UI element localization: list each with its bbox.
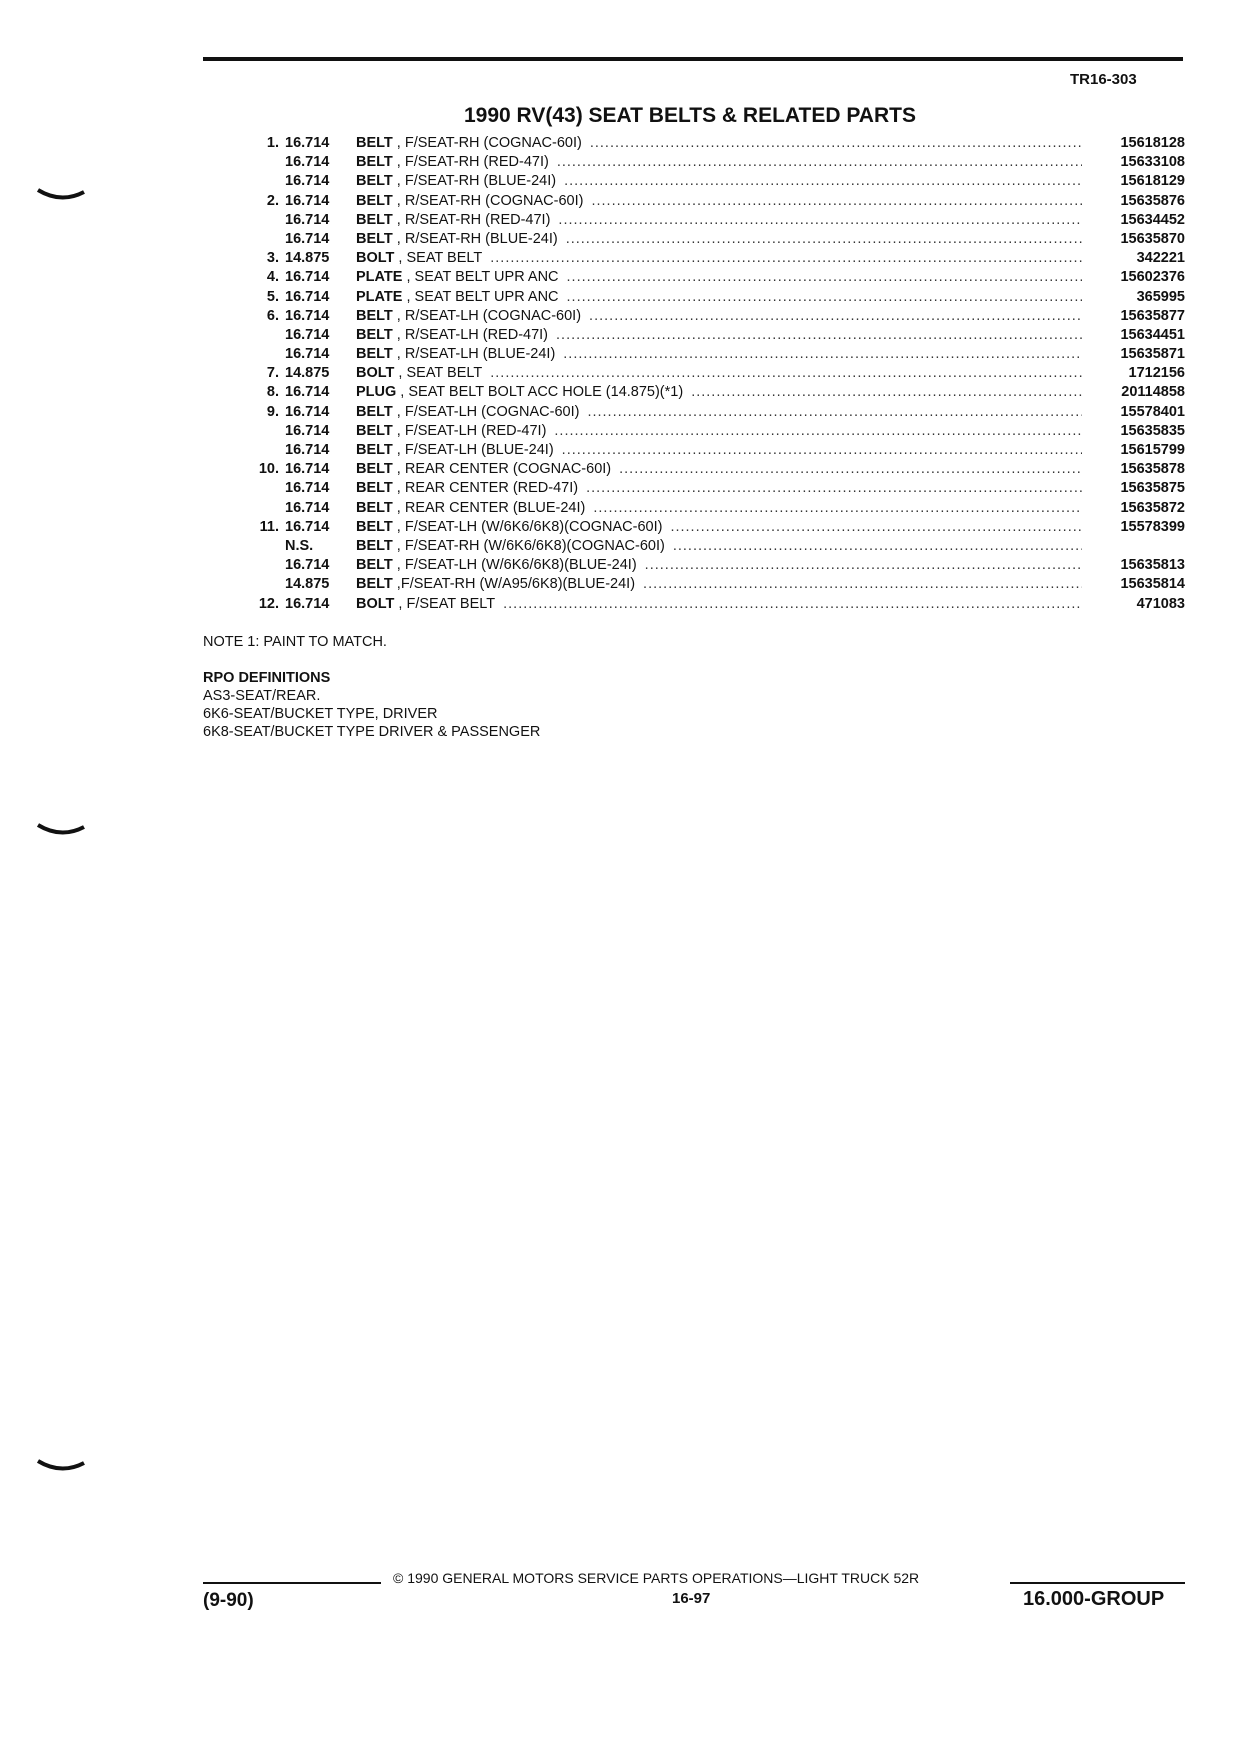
part-spec: , SEAT BELT [394, 250, 483, 267]
group-number: 16.714 [285, 461, 330, 478]
item-number [230, 556, 285, 575]
part-name: PLATE [356, 288, 403, 305]
part-number: 15635877 [1120, 307, 1185, 324]
part-description [356, 326, 1082, 345]
group-number: 14.875 [285, 250, 330, 267]
item-number [230, 326, 285, 345]
part-number: 15635871 [1120, 346, 1185, 363]
group-number: 16.714 [285, 135, 330, 151]
leader-dots [593, 499, 1082, 518]
part-name: BELT [356, 422, 393, 439]
table-row [230, 479, 1185, 498]
punch-mark [36, 823, 86, 837]
leader-dots [645, 556, 1082, 575]
table-row [230, 307, 1185, 326]
part-number: 1712156 [1128, 365, 1185, 382]
part-name: BELT [356, 537, 393, 554]
part-number: 15635835 [1120, 422, 1185, 439]
group-number: 16.714 [285, 230, 330, 247]
leader-dots [673, 537, 1082, 556]
part-name: BOLT [356, 595, 395, 612]
part-description [356, 192, 1082, 211]
item-number [230, 422, 285, 441]
part-name: BELT [356, 307, 393, 324]
part-number: 15635813 [1120, 557, 1185, 574]
top-rule [203, 57, 1183, 61]
item-number: 4. [266, 269, 279, 286]
part-description [356, 479, 1082, 498]
part-name: BELT [356, 461, 393, 478]
part-description [356, 230, 1082, 249]
footer-page-number: 16-97 [672, 1590, 711, 1607]
part-spec: , SEAT BELT UPR ANC [402, 269, 559, 286]
part-spec: , F/SEAT-LH (W/6K6/6K8)(COGNAC-60I) [392, 518, 663, 535]
part-number [1082, 537, 1185, 556]
item-number [230, 230, 285, 249]
part-name: BELT [356, 480, 393, 497]
table-row [230, 134, 1185, 153]
leader-dots [619, 460, 1082, 479]
footer-rule-right [1010, 1582, 1185, 1584]
part-number: 15618128 [1120, 135, 1185, 151]
part-description [356, 345, 1082, 364]
table-row [230, 249, 1185, 268]
part-number: 15633108 [1120, 154, 1185, 171]
group-number: 16.714 [285, 480, 330, 497]
part-number: 15578401 [1120, 403, 1185, 420]
table-row [230, 345, 1185, 364]
part-spec: , F/SEAT-LH (RED-47I) [392, 422, 547, 439]
rpo-line: 6K8-SEAT/BUCKET TYPE DRIVER & PASSENGER [203, 724, 541, 740]
part-spec: , REAR CENTER (COGNAC-60I) [392, 461, 612, 478]
leader-dots [556, 326, 1082, 345]
part-name: BELT [356, 135, 393, 151]
item-number: 10. [258, 461, 279, 478]
part-name: BELT [356, 403, 393, 420]
table-row [230, 518, 1185, 537]
part-description [356, 403, 1082, 422]
rpo-line: AS3-SEAT/REAR. [203, 688, 321, 704]
item-number: 7. [266, 365, 279, 382]
part-spec: , F/SEAT-RH (BLUE-24I) [392, 173, 557, 190]
part-name: BELT [356, 346, 393, 363]
group-number: 16.714 [285, 557, 330, 574]
part-description [356, 249, 1082, 268]
part-description [356, 556, 1082, 575]
table-row [230, 575, 1185, 594]
part-number: 20114858 [1121, 384, 1185, 401]
leader-dots [670, 518, 1082, 537]
item-number [230, 537, 285, 556]
part-description [356, 364, 1082, 383]
part-spec: , F/SEAT-RH (RED-47I) [392, 154, 549, 171]
group-number: 16.714 [285, 173, 330, 190]
item-number: 3. [266, 250, 279, 267]
item-number: 6. [266, 307, 279, 324]
table-row [230, 230, 1185, 249]
part-spec: , SEAT BELT [394, 365, 483, 382]
leader-dots [490, 249, 1082, 268]
item-number [230, 153, 285, 172]
part-description [356, 134, 1082, 153]
leader-dots [591, 192, 1082, 211]
leader-dots [557, 153, 1082, 172]
part-name: BOLT [356, 365, 395, 382]
group-number: 14.875 [285, 365, 330, 382]
group-number: 16.714 [285, 442, 330, 458]
part-number: 15634452 [1120, 211, 1185, 228]
table-row [230, 595, 1185, 614]
part-name: BELT [356, 211, 393, 228]
page-code: TR16-303 [1070, 71, 1137, 88]
part-name: BELT [356, 154, 393, 171]
leader-dots [567, 288, 1082, 307]
table-row [230, 556, 1185, 575]
item-number: 12. [258, 595, 279, 612]
part-name: BOLT [356, 250, 395, 267]
part-name: BELT [356, 230, 393, 247]
group-number: N.S. [285, 537, 314, 554]
leader-dots [567, 268, 1082, 287]
table-row [230, 326, 1185, 345]
part-name: BELT [356, 326, 393, 343]
group-number: 16.714 [285, 307, 330, 324]
item-number [230, 441, 285, 460]
item-number: 8. [266, 384, 279, 401]
part-description [356, 268, 1082, 287]
part-name: PLUG [356, 384, 397, 401]
part-description [356, 422, 1082, 441]
leader-dots [587, 403, 1082, 422]
group-number: 16.714 [285, 518, 330, 535]
group-number: 16.714 [285, 154, 330, 171]
part-number: 15635872 [1120, 499, 1185, 516]
part-description [356, 288, 1082, 307]
table-row [230, 441, 1185, 460]
part-spec: , F/SEAT BELT [394, 595, 496, 612]
part-name: BELT [356, 557, 393, 574]
part-spec: , F/SEAT-RH (W/6K6/6K8)(COGNAC-60I) [392, 537, 665, 554]
item-number [230, 499, 285, 518]
table-row [230, 172, 1185, 191]
group-number: 16.714 [285, 326, 330, 343]
group-number: 16.714 [285, 499, 330, 516]
group-number: 16.714 [285, 346, 330, 363]
part-name: BELT [356, 518, 393, 535]
part-number: 15615799 [1120, 442, 1185, 458]
part-spec: , SEAT BELT BOLT ACC HOLE (14.875)(*1) [396, 384, 684, 401]
part-number: 342221 [1136, 250, 1185, 267]
part-number: 15578399 [1120, 518, 1185, 535]
table-row [230, 422, 1185, 441]
part-description [356, 537, 1082, 556]
punch-mark [36, 1459, 86, 1473]
leader-dots [563, 345, 1082, 364]
table-row [230, 364, 1185, 383]
part-spec: , R/SEAT-LH (RED-47I) [392, 326, 549, 343]
item-number: 5. [266, 288, 279, 305]
footer-copyright: © 1990 GENERAL MOTORS SERVICE PARTS OPERATIONS—LIGHT TRUCK 52R [393, 1570, 920, 1586]
page-title: 1990 RV(43) SEAT BELTS & RELATED PARTS [464, 104, 916, 127]
part-spec: , REAR CENTER (RED-47I) [392, 480, 579, 497]
part-number: 15634451 [1120, 326, 1185, 343]
footer-rule-left [203, 1582, 381, 1584]
item-number: 9. [266, 403, 279, 420]
footer-date: (9-90) [203, 1590, 254, 1611]
leader-dots [490, 364, 1082, 383]
table-row [230, 153, 1185, 172]
part-description [356, 595, 1082, 614]
part-number: 15618129 [1120, 173, 1185, 190]
leader-dots [590, 134, 1082, 153]
part-description [356, 518, 1082, 537]
group-number: 16.714 [285, 595, 330, 612]
note: NOTE 1: PAINT TO MATCH. [203, 634, 387, 650]
item-number: 1. [266, 135, 279, 151]
table-row [230, 499, 1185, 518]
group-number: 14.875 [285, 576, 330, 593]
part-description [356, 383, 1082, 402]
part-description [356, 441, 1082, 460]
group-number: 16.714 [285, 192, 330, 209]
part-number: 15635876 [1120, 192, 1185, 209]
leader-dots [566, 230, 1082, 249]
part-spec: , F/SEAT-RH (COGNAC-60I) [392, 135, 582, 151]
group-number: 16.714 [285, 288, 330, 305]
part-number: 471083 [1136, 595, 1185, 612]
part-spec: , R/SEAT-RH (BLUE-24I) [392, 230, 558, 247]
leader-dots [586, 479, 1082, 498]
part-spec: , R/SEAT-LH (BLUE-24I) [392, 346, 556, 363]
leader-dots [564, 172, 1082, 191]
punch-mark [36, 188, 86, 202]
item-number: 11. [259, 518, 279, 535]
part-number: 15635878 [1120, 461, 1185, 478]
leader-dots [589, 307, 1082, 326]
part-number: 15635814 [1120, 576, 1185, 593]
part-spec: ,F/SEAT-RH (W/A95/6K8)(BLUE-24I) [392, 576, 636, 593]
part-name: BELT [356, 442, 393, 458]
part-name: BELT [356, 173, 393, 190]
part-description [356, 307, 1082, 326]
table-row [230, 288, 1185, 307]
part-spec: , R/SEAT-RH (RED-47I) [392, 211, 551, 228]
table-row [230, 192, 1185, 211]
leader-dots [558, 211, 1082, 230]
part-description [356, 211, 1082, 230]
part-spec: , R/SEAT-LH (COGNAC-60I) [392, 307, 582, 324]
part-number: 15635870 [1120, 230, 1185, 247]
part-name: BELT [356, 499, 393, 516]
item-number [230, 479, 285, 498]
table-row [230, 537, 1185, 556]
part-description [356, 575, 1082, 594]
part-spec: , F/SEAT-LH (BLUE-24I) [392, 442, 554, 458]
part-name: PLATE [356, 269, 403, 286]
part-description [356, 499, 1082, 518]
part-spec: , F/SEAT-LH (COGNAC-60I) [392, 403, 580, 420]
part-spec: , R/SEAT-RH (COGNAC-60I) [392, 192, 584, 209]
part-number: 365995 [1136, 288, 1185, 305]
group-number: 16.714 [285, 269, 330, 286]
leader-dots [691, 383, 1082, 402]
group-number: 16.714 [285, 211, 330, 228]
table-row [230, 403, 1185, 422]
table-row [230, 383, 1185, 402]
part-number: 15602376 [1120, 269, 1185, 286]
parts-table [230, 134, 1185, 614]
group-number: 16.714 [285, 384, 330, 401]
part-spec: , SEAT BELT UPR ANC [402, 288, 559, 305]
leader-dots [554, 422, 1082, 441]
table-row [230, 268, 1185, 287]
part-description [356, 153, 1082, 172]
rpo-definitions [203, 669, 540, 741]
item-number [230, 211, 285, 230]
rpo-line: 6K6-SEAT/BUCKET TYPE, DRIVER [203, 706, 438, 722]
table-row [230, 211, 1185, 230]
table-row [230, 460, 1185, 479]
group-number: 16.714 [285, 403, 330, 420]
part-description [356, 460, 1082, 479]
item-number [230, 345, 285, 364]
part-name: BELT [356, 576, 393, 593]
item-number [230, 172, 285, 191]
item-number: 2. [266, 192, 279, 209]
leader-dots [643, 575, 1082, 594]
footer-group: 16.000-GROUP [1023, 1588, 1165, 1610]
part-number: 15635875 [1120, 480, 1185, 497]
leader-dots [503, 595, 1082, 614]
part-name: BELT [356, 192, 393, 209]
part-spec: , F/SEAT-LH (W/6K6/6K8)(BLUE-24I) [392, 557, 637, 574]
part-description [356, 172, 1082, 191]
group-number: 16.714 [285, 422, 330, 439]
part-spec: , REAR CENTER (BLUE-24I) [392, 499, 586, 516]
leader-dots [562, 441, 1082, 460]
rpo-heading: RPO DEFINITIONS [203, 670, 331, 686]
item-number [230, 575, 285, 594]
